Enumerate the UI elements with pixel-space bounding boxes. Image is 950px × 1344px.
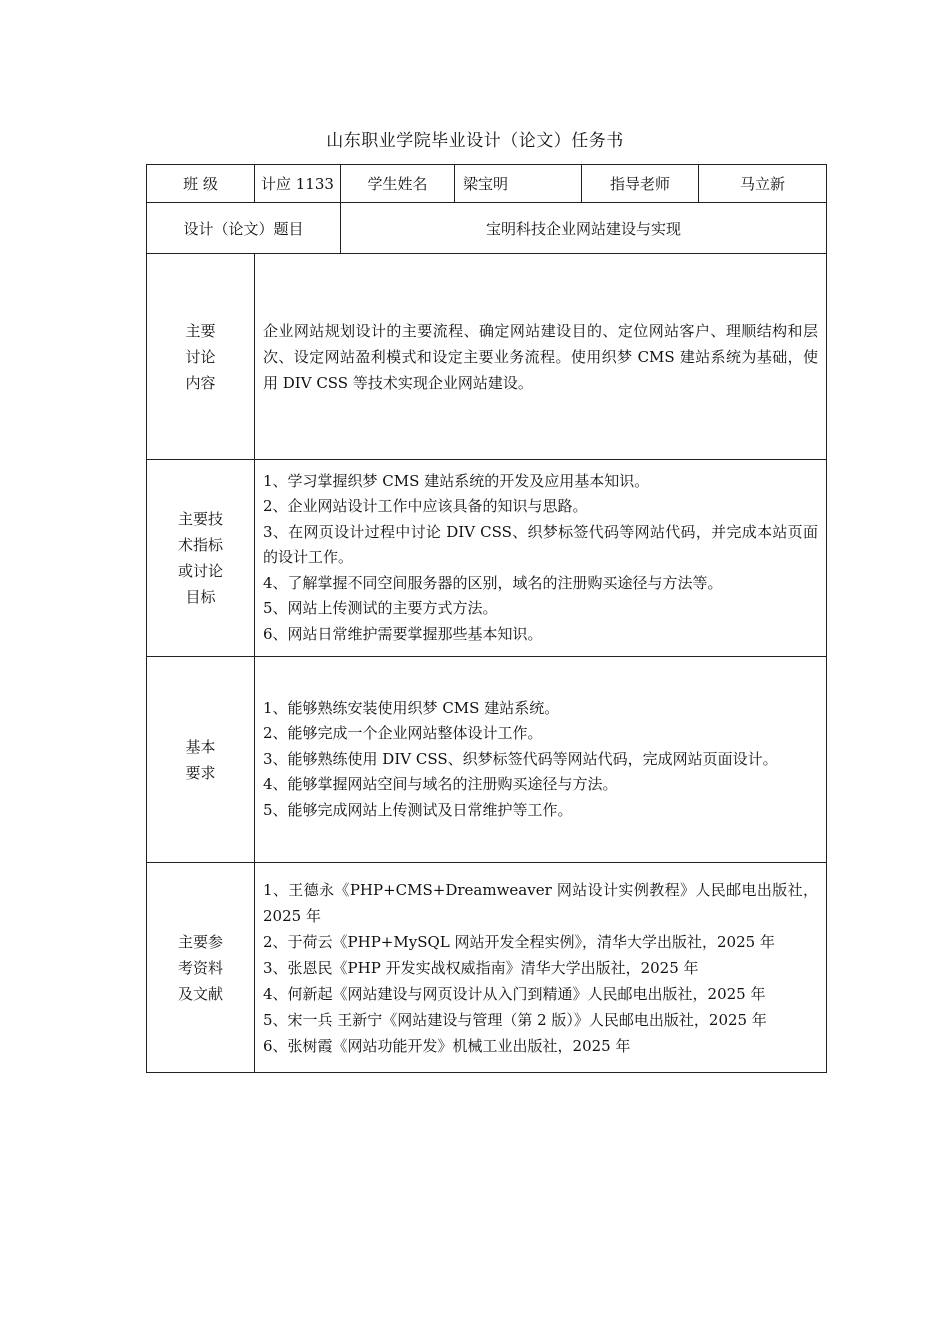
document-title: 山东职业学院毕业设计（论文）任务书 bbox=[326, 131, 624, 151]
list-item: 6、网站日常维护需要掌握那些基本知识。 bbox=[263, 624, 543, 643]
task-form-table bbox=[146, 164, 827, 1073]
content-label-line: 内容 bbox=[185, 373, 216, 392]
requirements-label-line: 基本 bbox=[185, 737, 216, 756]
references-section-list bbox=[255, 863, 827, 1073]
student-name-label: 学生姓名 bbox=[341, 165, 455, 203]
list-item: 1、学习掌握织梦 CMS 建站系统的开发及应用基本知识。 bbox=[263, 471, 650, 490]
list-item: 1、能够熟练安装使用织梦 CMS 建站系统。 bbox=[263, 698, 560, 717]
goals-section-list bbox=[255, 460, 827, 657]
goals-section-label bbox=[147, 460, 255, 657]
list-item: 5、能够完成网站上传测试及日常维护等工作。 bbox=[263, 800, 573, 819]
list-item: 2、能够完成一个企业网站整体设计工作。 bbox=[263, 724, 543, 743]
topic-label: 设计（论文）题目 bbox=[147, 203, 341, 254]
advisor-value: 马立新 bbox=[699, 165, 827, 203]
list-item: 3、能够熟练使用 DIV CSS、织梦标签代码等网站代码，完成网站页面设计。 bbox=[263, 749, 778, 768]
list-item: 3、在网页设计过程中讨论 DIV CSS、织梦标签代码等网站代码，并完成本站页面的设计工作。 bbox=[263, 522, 818, 567]
references-label-line: 及文献 bbox=[177, 984, 223, 1003]
goals-label-line: 或讨论 bbox=[177, 562, 223, 580]
list-item: 5、网站上传测试的主要方式方法。 bbox=[263, 599, 498, 618]
list-item: 2、于荷云《PHP+MySQL 网站开发全程实例》，清华大学出版社，2025 年 bbox=[263, 932, 775, 951]
references-section-label bbox=[147, 863, 255, 1073]
content-label-line: 主要 bbox=[185, 321, 216, 340]
list-item: 4、了解掌握不同空间服务器的区别，域名的注册购买途径与方法等。 bbox=[263, 573, 723, 592]
requirements-section-label bbox=[147, 657, 255, 863]
goals-label-line: 术指标 bbox=[177, 536, 223, 554]
list-item: 2、企业网站设计工作中应该具备的知识与思路。 bbox=[263, 497, 588, 516]
list-item: 6、张树霞《网站功能开发》机械工业出版社，2025 年 bbox=[263, 1036, 631, 1055]
list-item: 5、宋一兵 王新宁《网站建设与管理（第 2 版）》人民邮电出版社，2025 年 bbox=[263, 1010, 767, 1029]
references-section-row bbox=[147, 863, 827, 1073]
student-name-value: 梁宝明 bbox=[455, 165, 582, 203]
topic-value: 宝明科技企业网站建设与实现 bbox=[341, 203, 827, 254]
references-label-line: 考资料 bbox=[177, 958, 223, 977]
goals-label-line: 目标 bbox=[185, 588, 216, 606]
references-label-line: 主要参 bbox=[177, 932, 223, 951]
requirements-section-row bbox=[147, 657, 827, 863]
topic-row bbox=[147, 203, 827, 254]
list-item: 3、张恩民《PHP 开发实战权威指南》清华大学出版社，2025 年 bbox=[263, 958, 699, 977]
class-label: 班 级 bbox=[147, 165, 255, 203]
class-value: 计应 1133 bbox=[255, 165, 341, 203]
requirements-label-line: 要求 bbox=[185, 763, 216, 782]
goals-label-line: 主要技 bbox=[177, 510, 223, 528]
advisor-label: 指导老师 bbox=[582, 165, 699, 203]
content-section-text: 企业网站规划设计的主要流程、确定网站建设目的、定位网站客户、理顺结构和层次、设定网站盈利模式和设定主要业务流程。使用织梦 CMS 建站系统为基础，使用 DIV CSS 等技术实现企业网站建设。 bbox=[255, 254, 827, 460]
requirements-section-list bbox=[255, 657, 827, 863]
list-item: 4、能够掌握网站空间与域名的注册购买途径与方法。 bbox=[263, 775, 618, 794]
header-row bbox=[147, 165, 827, 203]
list-item: 4、何新起《网站建设与网页设计从入门到精通》人民邮电出版社，2025 年 bbox=[263, 984, 766, 1003]
content-label-line: 讨论 bbox=[185, 347, 216, 366]
goals-section-row bbox=[147, 460, 827, 657]
content-section-row bbox=[147, 254, 827, 460]
content-section-label bbox=[147, 254, 255, 460]
list-item: 1、王德永《PHP+CMS+Dreamweaver 网站设计实例教程》人民邮电出版社，2025 年 bbox=[263, 880, 818, 925]
